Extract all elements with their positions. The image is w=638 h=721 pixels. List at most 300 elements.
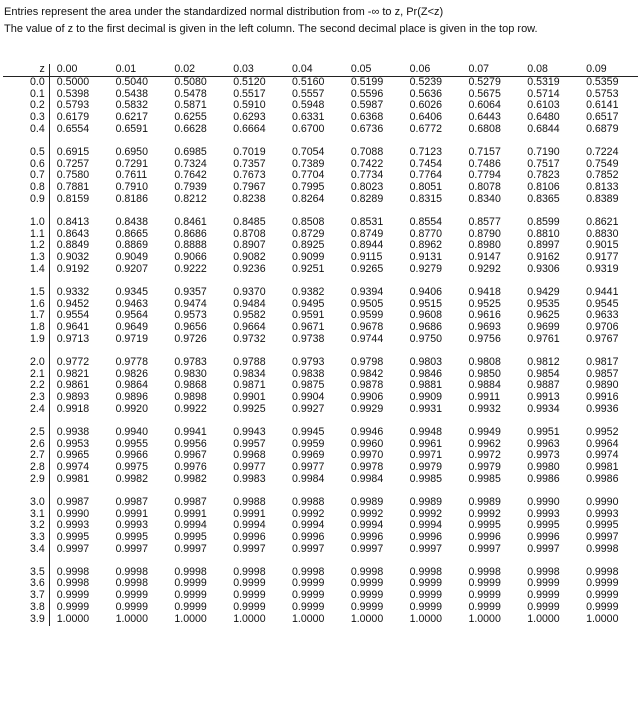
probability-cell: 0.5517 xyxy=(233,87,266,100)
table-row xyxy=(3,544,638,556)
probability-cell: 0.9992 xyxy=(409,507,443,520)
row-z-value: 1.8 xyxy=(3,322,49,334)
probability-cell: 0.6700 xyxy=(292,122,325,135)
table-row xyxy=(3,474,638,486)
probability-cell: 0.7190 xyxy=(527,145,560,158)
probability-cell: 0.9783 xyxy=(174,355,207,368)
probability-cell: 0.9932 xyxy=(468,402,501,415)
probability-cell: 0.8708 xyxy=(233,227,266,240)
probability-cell: 0.8315 xyxy=(409,192,443,205)
description-line-2: The value of z to the first decimal is given in the left column. The second decimal place is given in the top row. xyxy=(4,23,538,35)
probability-cell: 0.9099 xyxy=(292,251,325,264)
probability-cell: 0.6406 xyxy=(409,111,443,124)
probability-cell: 0.6808 xyxy=(468,122,501,135)
row-z-value: 0.3 xyxy=(3,112,49,124)
probability-cell: 0.9896 xyxy=(115,391,148,404)
probability-cell: 0.5675 xyxy=(468,87,501,100)
probability-cell: 0.9971 xyxy=(409,449,443,462)
probability-cell: 0.9993 xyxy=(56,519,90,532)
probability-cell: 0.9821 xyxy=(56,367,90,380)
probability-cell: 0.9147 xyxy=(468,251,501,264)
probability-cell: 0.9988 xyxy=(292,495,325,508)
probability-cell: 0.9994 xyxy=(409,519,443,532)
column-header: 0.00 xyxy=(49,64,108,76)
probability-cell: 0.9998 xyxy=(350,565,384,578)
probability-cell: 0.9032 xyxy=(56,251,90,264)
probability-cell: 0.9998 xyxy=(115,565,148,578)
probability-cell: 0.9857 xyxy=(586,367,619,380)
row-z-value: 3.0 xyxy=(3,486,49,509)
probability-cell: 0.9850 xyxy=(468,367,501,380)
probability-cell: 0.8907 xyxy=(233,239,266,252)
probability-cell: 0.8810 xyxy=(527,227,560,240)
probability-cell: 0.9999 xyxy=(233,601,266,614)
probability-cell: 0.9996 xyxy=(409,531,443,544)
probability-cell: 0.9875 xyxy=(292,379,325,392)
probability-cell: 0.9957 xyxy=(233,437,266,450)
probability-cell: 0.8238 xyxy=(233,192,266,205)
row-z-value: 2.2 xyxy=(3,380,49,392)
probability-cell: 0.9994 xyxy=(292,519,325,532)
probability-cell: 0.9985 xyxy=(409,472,443,485)
probability-cell: 1.0000 xyxy=(292,612,325,625)
probability-cell: 0.9545 xyxy=(586,297,619,310)
row-z-value: 1.2 xyxy=(3,240,49,252)
probability-cell: 0.9861 xyxy=(56,379,90,392)
row-z-value: 3.8 xyxy=(3,602,49,614)
row-z-value: 3.6 xyxy=(3,578,49,590)
row-z-value: 1.5 xyxy=(3,276,49,299)
probability-cell: 0.8830 xyxy=(586,227,619,240)
corner-z-label: z xyxy=(3,64,49,76)
column-header: 0.03 xyxy=(226,64,285,76)
probability-cell: 0.6628 xyxy=(174,122,207,135)
probability-cell: 0.9993 xyxy=(527,507,560,520)
probability-cell: 0.7486 xyxy=(468,157,501,170)
probability-cell: 0.7823 xyxy=(527,169,560,182)
probability-cell: 0.9955 xyxy=(115,437,148,450)
probability-cell: 0.9838 xyxy=(292,367,325,380)
probability-cell: 0.7123 xyxy=(409,145,443,158)
probability-cell: 0.9999 xyxy=(56,589,90,602)
probability-cell: 0.9554 xyxy=(56,309,90,322)
row-z-value: 3.1 xyxy=(3,509,49,521)
probability-cell: 0.9997 xyxy=(527,542,560,555)
probability-cell: 0.9693 xyxy=(468,321,501,334)
probability-cell: 0.9994 xyxy=(350,519,384,532)
probability-cell: 0.9949 xyxy=(468,425,501,438)
probability-cell: 0.9995 xyxy=(115,531,148,544)
probability-cell: 0.9995 xyxy=(468,519,501,532)
probability-cell: 0.9978 xyxy=(350,461,384,474)
probability-cell: 0.9881 xyxy=(409,379,443,392)
column-header: 0.01 xyxy=(109,64,168,76)
probability-cell: 0.9986 xyxy=(586,472,619,485)
probability-cell: 0.9998 xyxy=(409,565,443,578)
probability-cell: 0.9993 xyxy=(586,507,619,520)
probability-cell: 0.9952 xyxy=(586,425,619,438)
probability-cell: 0.9985 xyxy=(468,472,501,485)
probability-cell: 0.7257 xyxy=(56,157,90,170)
probability-cell: 0.9429 xyxy=(527,285,560,298)
probability-cell: 0.9929 xyxy=(350,402,384,415)
probability-cell: 0.9834 xyxy=(233,367,266,380)
probability-cell: 0.9999 xyxy=(409,589,443,602)
probability-cell: 0.9998 xyxy=(527,565,560,578)
probability-cell: 0.9934 xyxy=(527,402,560,415)
probability-cell: 0.9999 xyxy=(174,577,207,590)
probability-cell: 0.9082 xyxy=(233,251,266,264)
probability-cell: 0.5160 xyxy=(292,75,325,88)
probability-cell: 0.9306 xyxy=(527,262,560,275)
column-header: 0.09 xyxy=(579,64,638,76)
probability-cell: 0.7939 xyxy=(174,181,207,194)
probability-cell: 0.9678 xyxy=(350,321,384,334)
row-z-value: 2.6 xyxy=(3,439,49,451)
probability-cell: 0.9968 xyxy=(233,449,266,462)
probability-cell: 0.9913 xyxy=(527,391,560,404)
probability-cell: 0.6026 xyxy=(409,99,443,112)
probability-cell: 0.6736 xyxy=(350,122,384,135)
probability-cell: 0.9793 xyxy=(292,355,325,368)
probability-cell: 0.9976 xyxy=(174,461,207,474)
probability-cell: 0.9319 xyxy=(586,262,619,275)
probability-cell: 0.9788 xyxy=(233,355,266,368)
row-z-value: 2.4 xyxy=(3,404,49,416)
row-z-value: 3.3 xyxy=(3,532,49,544)
probability-cell: 0.7422 xyxy=(350,157,384,170)
probability-cell: 0.9842 xyxy=(350,367,384,380)
table-row xyxy=(3,264,638,276)
probability-cell: 0.7642 xyxy=(174,169,207,182)
probability-cell: 0.7088 xyxy=(350,145,384,158)
probability-cell: 0.9192 xyxy=(56,262,90,275)
row-z-value: 1.6 xyxy=(3,299,49,311)
probability-cell: 0.5040 xyxy=(115,75,148,88)
probability-cell: 0.9345 xyxy=(115,285,148,298)
row-z-value: 0.4 xyxy=(3,124,49,136)
probability-cell: 0.9332 xyxy=(56,285,90,298)
probability-cell: 0.9726 xyxy=(174,332,207,345)
probability-cell: 0.9943 xyxy=(233,425,266,438)
probability-cell: 0.9996 xyxy=(468,531,501,544)
row-z-value: 1.7 xyxy=(3,310,49,322)
probability-cell: 0.5714 xyxy=(527,87,560,100)
probability-cell: 0.5199 xyxy=(350,75,384,88)
table-row xyxy=(3,206,638,229)
probability-cell: 0.9999 xyxy=(527,601,560,614)
table-row xyxy=(3,556,638,579)
probability-cell: 0.7794 xyxy=(468,169,501,182)
probability-cell: 0.9649 xyxy=(115,321,148,334)
probability-cell: 0.5279 xyxy=(468,75,501,88)
probability-cell: 0.9992 xyxy=(350,507,384,520)
probability-cell: 0.5557 xyxy=(292,87,325,100)
probability-cell: 0.9998 xyxy=(586,565,619,578)
row-z-value: 1.3 xyxy=(3,252,49,264)
probability-cell: 0.9573 xyxy=(174,309,207,322)
probability-cell: 0.9941 xyxy=(174,425,207,438)
probability-cell: 0.9999 xyxy=(174,601,207,614)
probability-cell: 0.9984 xyxy=(292,472,325,485)
probability-cell: 0.9495 xyxy=(292,297,325,310)
probability-cell: 0.9484 xyxy=(233,297,266,310)
probability-cell: 0.9997 xyxy=(115,542,148,555)
row-z-value: 0.9 xyxy=(3,194,49,206)
probability-cell: 0.9778 xyxy=(115,355,148,368)
row-z-value: 3.7 xyxy=(3,590,49,602)
row-z-value: 0.5 xyxy=(3,136,49,159)
probability-cell: 0.9997 xyxy=(350,542,384,555)
probability-cell: 0.9997 xyxy=(174,542,207,555)
probability-cell: 0.9738 xyxy=(292,332,325,345)
table-row xyxy=(3,346,638,369)
probability-cell: 0.5910 xyxy=(233,99,266,112)
probability-cell: 1.0000 xyxy=(233,612,266,625)
probability-cell: 0.6772 xyxy=(409,122,443,135)
probability-cell: 0.8869 xyxy=(115,239,148,252)
probability-cell: 0.9966 xyxy=(115,449,148,462)
probability-cell: 0.9998 xyxy=(292,565,325,578)
probability-cell: 0.9686 xyxy=(409,321,443,334)
probability-cell: 1.0000 xyxy=(56,612,90,625)
probability-cell: 0.9961 xyxy=(409,437,443,450)
probability-cell: 0.6331 xyxy=(292,111,325,124)
table-row xyxy=(3,334,638,346)
probability-cell: 0.6179 xyxy=(56,111,90,124)
probability-cell: 0.6950 xyxy=(115,145,148,158)
probability-cell: 0.9767 xyxy=(586,332,619,345)
row-z-value: 1.1 xyxy=(3,229,49,241)
probability-cell: 0.8133 xyxy=(586,181,619,194)
probability-cell: 0.6293 xyxy=(233,111,266,124)
probability-cell: 0.6064 xyxy=(468,99,501,112)
row-z-value: 0.6 xyxy=(3,159,49,171)
probability-cell: 0.7054 xyxy=(292,145,325,158)
probability-cell: 0.5438 xyxy=(115,87,148,100)
probability-cell: 0.5832 xyxy=(115,99,148,112)
column-header: 0.02 xyxy=(167,64,226,76)
row-z-value: 0.2 xyxy=(3,100,49,112)
probability-cell: 1.0000 xyxy=(527,612,560,625)
probability-cell: 0.9965 xyxy=(56,449,90,462)
probability-cell: 0.9980 xyxy=(527,461,560,474)
probability-cell: 0.5359 xyxy=(586,75,619,88)
probability-cell: 0.6141 xyxy=(586,99,619,112)
probability-cell: 0.8508 xyxy=(292,215,325,228)
probability-cell: 0.7580 xyxy=(56,169,90,182)
row-z-value: 2.9 xyxy=(3,474,49,486)
probability-cell: 0.9901 xyxy=(233,391,266,404)
probability-cell: 0.7454 xyxy=(409,157,443,170)
normal-distribution-table xyxy=(3,64,638,626)
probability-cell: 0.9671 xyxy=(292,321,325,334)
probability-cell: 0.9920 xyxy=(115,402,148,415)
probability-cell: 1.0000 xyxy=(115,612,148,625)
probability-cell: 0.9706 xyxy=(586,321,619,334)
column-header: 0.07 xyxy=(461,64,520,76)
probability-cell: 0.8485 xyxy=(233,215,266,228)
probability-cell: 0.9992 xyxy=(468,507,501,520)
probability-cell: 0.9656 xyxy=(174,321,207,334)
row-z-value: 3.5 xyxy=(3,556,49,579)
row-z-value: 3.9 xyxy=(3,614,49,626)
probability-cell: 0.9599 xyxy=(350,309,384,322)
probability-cell: 0.9997 xyxy=(292,542,325,555)
probability-cell: 0.9974 xyxy=(586,449,619,462)
probability-cell: 0.7704 xyxy=(292,169,325,182)
probability-cell: 0.7734 xyxy=(350,169,384,182)
probability-cell: 0.6844 xyxy=(527,122,560,135)
probability-cell: 0.9927 xyxy=(292,402,325,415)
probability-cell: 0.9251 xyxy=(292,262,325,275)
table-row xyxy=(3,486,638,509)
probability-cell: 0.9975 xyxy=(115,461,148,474)
probability-cell: 0.9963 xyxy=(527,437,560,450)
probability-cell: 0.8051 xyxy=(409,181,443,194)
probability-cell: 0.9582 xyxy=(233,309,266,322)
column-header: 0.05 xyxy=(344,64,403,76)
probability-cell: 0.9015 xyxy=(586,239,619,252)
probability-cell: 0.5080 xyxy=(174,75,207,88)
table-row xyxy=(3,276,638,299)
probability-cell: 0.7157 xyxy=(468,145,501,158)
probability-cell: 0.9846 xyxy=(409,367,443,380)
probability-cell: 0.9463 xyxy=(115,297,148,310)
probability-cell: 0.9998 xyxy=(233,565,266,578)
probability-cell: 0.9999 xyxy=(292,601,325,614)
probability-cell: 0.9991 xyxy=(233,507,266,520)
probability-cell: 0.7224 xyxy=(586,145,619,158)
row-z-value: 2.8 xyxy=(3,462,49,474)
probability-cell: 0.9999 xyxy=(409,601,443,614)
row-z-value: 2.3 xyxy=(3,392,49,404)
probability-cell: 0.9999 xyxy=(350,577,384,590)
probability-cell: 0.9970 xyxy=(350,449,384,462)
probability-cell: 0.9750 xyxy=(409,332,443,345)
probability-cell: 0.9871 xyxy=(233,379,266,392)
probability-cell: 0.6103 xyxy=(527,99,560,112)
row-z-value: 0.0 xyxy=(3,76,49,88)
probability-cell: 0.9989 xyxy=(409,495,443,508)
probability-cell: 0.6554 xyxy=(56,122,90,135)
probability-cell: 0.7881 xyxy=(56,181,90,194)
probability-cell: 0.9997 xyxy=(409,542,443,555)
probability-cell: 0.9962 xyxy=(468,437,501,450)
table-row xyxy=(3,614,638,626)
probability-cell: 0.9162 xyxy=(527,251,560,264)
probability-cell: 0.7019 xyxy=(233,145,266,158)
probability-cell: 0.9641 xyxy=(56,321,90,334)
probability-cell: 0.9591 xyxy=(292,309,325,322)
probability-cell: 0.9357 xyxy=(174,285,207,298)
probability-cell: 0.9406 xyxy=(409,285,443,298)
description-line-1: Entries represent the area under the standardized normal distribution from -∞ to z, Pr(Z<z) xyxy=(4,6,444,18)
probability-cell: 0.9964 xyxy=(586,437,619,450)
probability-cell: 0.7852 xyxy=(586,169,619,182)
probability-cell: 0.5120 xyxy=(233,75,266,88)
probability-cell: 0.7357 xyxy=(233,157,266,170)
probability-cell: 0.9997 xyxy=(586,531,619,544)
probability-cell: 0.9812 xyxy=(527,355,560,368)
probability-cell: 1.0000 xyxy=(174,612,207,625)
probability-cell: 0.9991 xyxy=(174,507,207,520)
probability-cell: 0.5319 xyxy=(527,75,560,88)
probability-cell: 0.9890 xyxy=(586,379,619,392)
probability-cell: 0.7611 xyxy=(115,169,148,182)
probability-cell: 0.9505 xyxy=(350,297,384,310)
probability-cell: 0.7389 xyxy=(292,157,325,170)
probability-cell: 0.9279 xyxy=(409,262,443,275)
probability-cell: 0.9772 xyxy=(56,355,90,368)
row-z-value: 0.8 xyxy=(3,182,49,194)
probability-cell: 0.8438 xyxy=(115,215,148,228)
probability-cell: 0.9207 xyxy=(115,262,148,275)
probability-cell: 0.8925 xyxy=(292,239,325,252)
probability-cell: 0.9977 xyxy=(292,461,325,474)
probability-cell: 0.9999 xyxy=(586,601,619,614)
row-z-value: 2.0 xyxy=(3,346,49,369)
probability-cell: 0.8729 xyxy=(292,227,325,240)
probability-cell: 0.9997 xyxy=(56,542,90,555)
probability-cell: 0.9382 xyxy=(292,285,325,298)
probability-cell: 0.9967 xyxy=(174,449,207,462)
probability-cell: 0.9981 xyxy=(56,472,90,485)
probability-cell: 0.9996 xyxy=(350,531,384,544)
probability-cell: 0.9987 xyxy=(115,495,148,508)
column-header: 0.06 xyxy=(403,64,462,76)
probability-cell: 0.9236 xyxy=(233,262,266,275)
probability-cell: 0.9115 xyxy=(350,251,383,264)
probability-cell: 0.8212 xyxy=(174,192,207,205)
probability-cell: 0.9998 xyxy=(586,542,619,555)
probability-cell: 0.9999 xyxy=(350,601,384,614)
probability-cell: 0.9999 xyxy=(115,601,148,614)
probability-cell: 0.8078 xyxy=(468,181,501,194)
probability-cell: 0.9441 xyxy=(586,285,619,298)
probability-cell: 0.9999 xyxy=(527,589,560,602)
probability-cell: 0.9916 xyxy=(586,391,619,404)
probability-cell: 0.8770 xyxy=(409,227,443,240)
probability-cell: 0.9999 xyxy=(174,589,207,602)
probability-cell: 0.8554 xyxy=(409,215,443,228)
probability-cell: 0.9761 xyxy=(527,332,560,345)
probability-cell: 0.7324 xyxy=(174,157,207,170)
probability-cell: 0.5000 xyxy=(56,75,90,88)
probability-cell: 0.5948 xyxy=(292,99,325,112)
probability-cell: 0.9999 xyxy=(350,589,384,602)
probability-cell: 0.9997 xyxy=(233,542,266,555)
probability-cell: 0.9418 xyxy=(468,285,501,298)
probability-cell: 0.9956 xyxy=(174,437,207,450)
row-z-value: 2.5 xyxy=(3,416,49,439)
probability-cell: 0.9940 xyxy=(115,425,148,438)
probability-cell: 0.9989 xyxy=(350,495,384,508)
probability-cell: 0.8944 xyxy=(350,239,384,252)
probability-cell: 0.9972 xyxy=(468,449,501,462)
probability-cell: 0.7549 xyxy=(586,157,619,170)
probability-cell: 0.9999 xyxy=(115,589,148,602)
probability-cell: 0.9999 xyxy=(233,577,266,590)
probability-cell: 0.9616 xyxy=(468,309,501,322)
probability-cell: 0.9984 xyxy=(350,472,384,485)
probability-cell: 0.9982 xyxy=(115,472,148,485)
table-row xyxy=(3,76,638,88)
probability-cell: 0.9452 xyxy=(56,297,90,310)
probability-cell: 0.9999 xyxy=(468,601,501,614)
row-z-value: 0.1 xyxy=(3,89,49,101)
probability-cell: 0.9049 xyxy=(115,251,148,264)
